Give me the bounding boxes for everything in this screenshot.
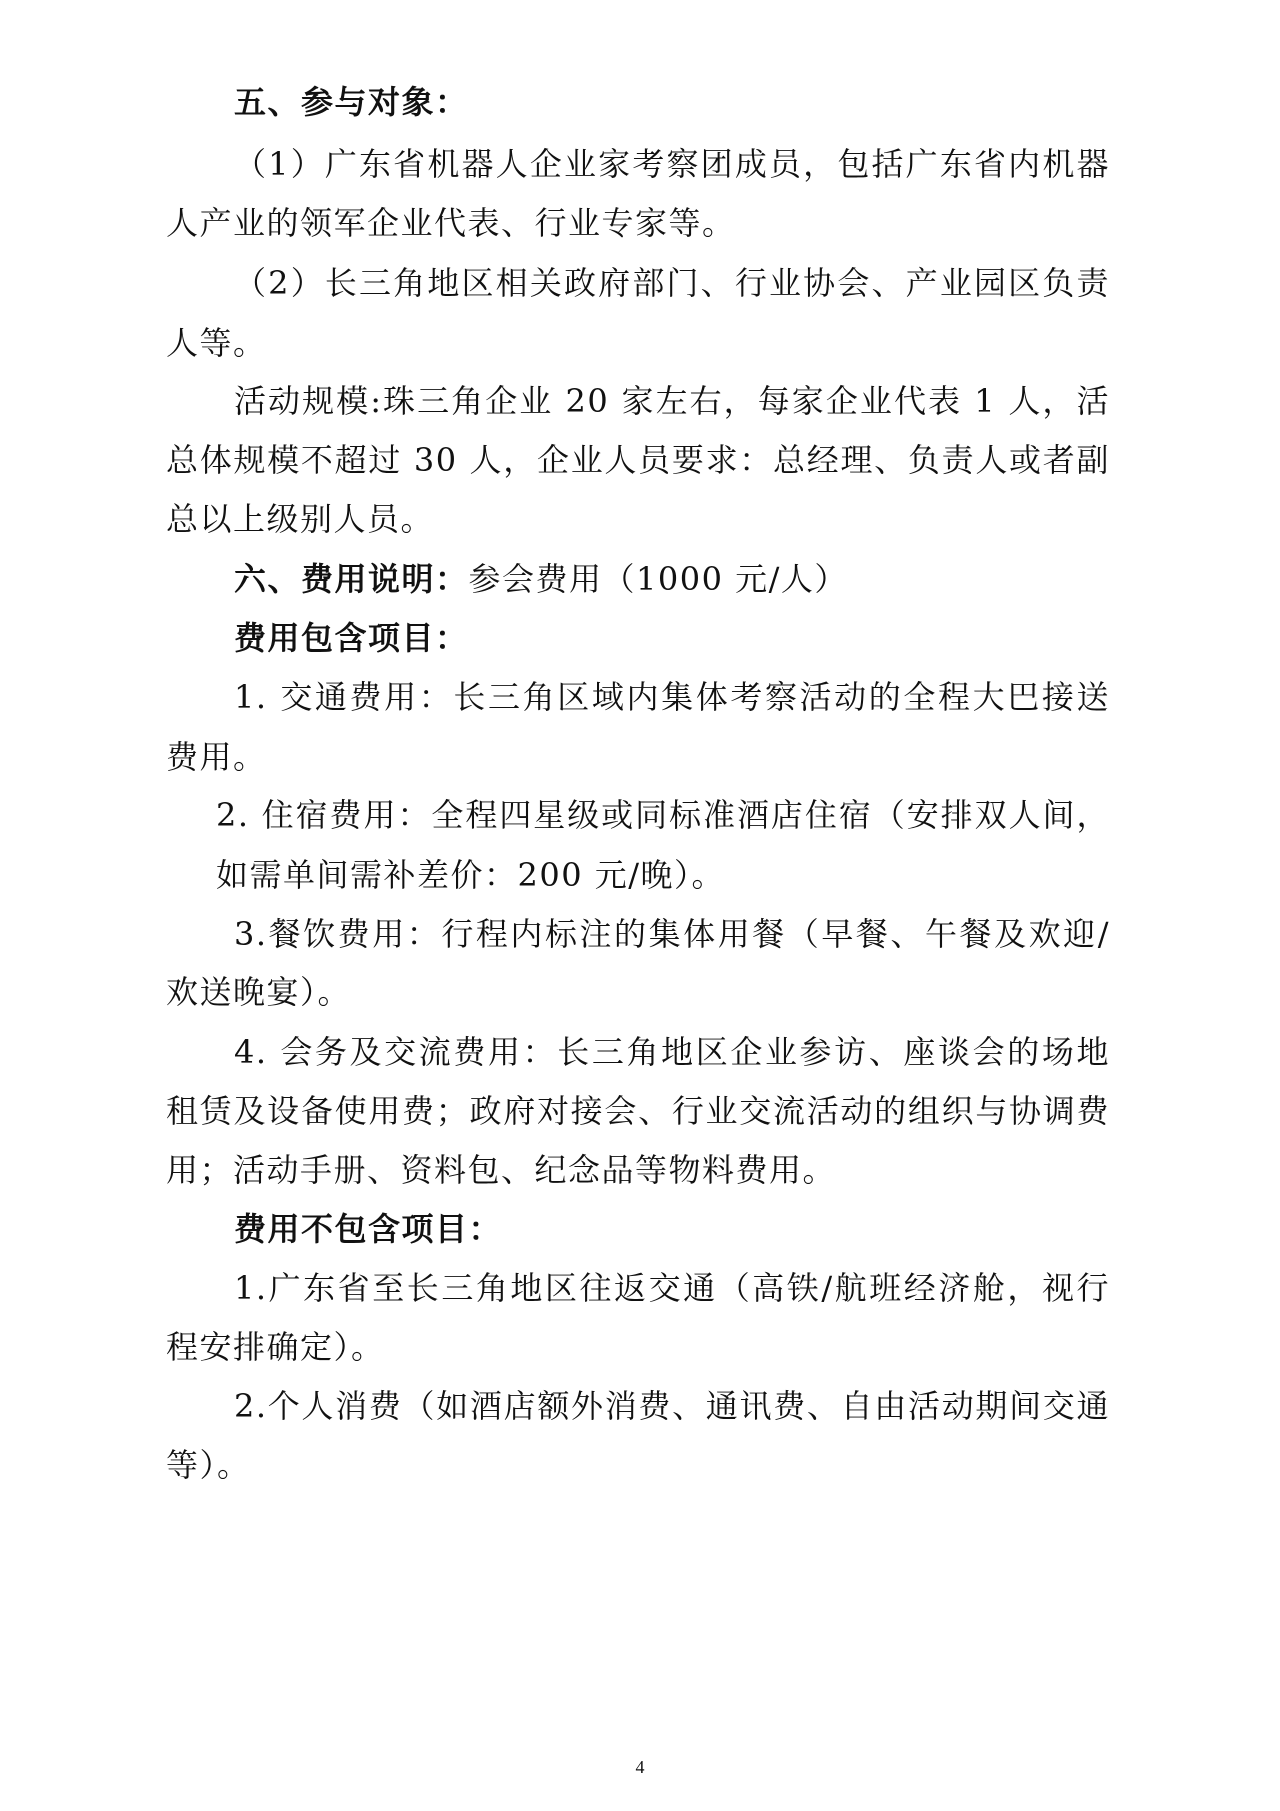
list-item-line: 2.个人消费（如酒店额外消费、通讯费、自由活动期间交通 — [234, 1387, 1110, 1425]
list-item-line: 用；活动手册、资料包、纪念品等物料费用。 — [166, 1151, 837, 1189]
section-heading-fees — [234, 559, 848, 599]
list-item-line: 租赁及设备使用费；政府对接会、行业交流活动的组织与协调费 — [166, 1092, 1110, 1130]
list-item-line: 程安排确定）。 — [166, 1328, 385, 1366]
list-item-line: 2. 住宿费用：全程四星级或同标准酒店住宿（安排双人间， — [216, 796, 1110, 834]
list-item-line: 等）。 — [166, 1446, 251, 1484]
list-item-line: 如需单间需补差价：200 元/晚）。 — [216, 856, 726, 894]
section-heading-participants: 五、参与对象： — [234, 83, 469, 121]
list-item-line: 欢送晚宴）。 — [166, 973, 352, 1011]
paragraph-line: （2）长三角地区相关政府部门、行业协会、产业园区负责 — [234, 264, 1110, 302]
paragraph-line: 人产业的领军企业代表、行业专家等。 — [166, 204, 736, 242]
paragraph-line: 活动规模:珠三角企业 20 家左右，每家企业代表 1 人，活 — [234, 382, 1110, 420]
fees-heading-label: 六、费用说明： — [234, 560, 469, 598]
paragraph-line: （1）广东省机器人企业家考察团成员，包括广东省内机器 — [234, 145, 1110, 183]
list-item-line: 1. 交通费用：长三角区域内集体考察活动的全程大巴接送 — [234, 678, 1110, 716]
page-number: 4 — [635, 1757, 645, 1777]
list-item-line: 3.餐饮费用：行程内标注的集体用餐（早餐、午餐及欢迎/ — [234, 915, 1110, 953]
paragraph-line: 人等。 — [166, 324, 267, 362]
subheading-excluded-items: 费用不包含项目： — [234, 1210, 503, 1248]
list-item-line: 1.广东省至长三角地区往返交通（高铁/航班经济舱，视行 — [234, 1269, 1110, 1307]
list-item-line: 4. 会务及交流费用：长三角地区企业参访、座谈会的场地 — [234, 1033, 1110, 1071]
fees-heading-value: 参会费用（1000 元/人） — [468, 560, 848, 598]
list-item-line: 费用。 — [166, 738, 267, 776]
paragraph-line: 总以上级别人员。 — [166, 500, 435, 538]
subheading-included-items: 费用包含项目： — [234, 619, 469, 657]
paragraph-line: 总体规模不超过 30 人，企业人员要求：总经理、负责人或者副 — [166, 441, 1110, 479]
